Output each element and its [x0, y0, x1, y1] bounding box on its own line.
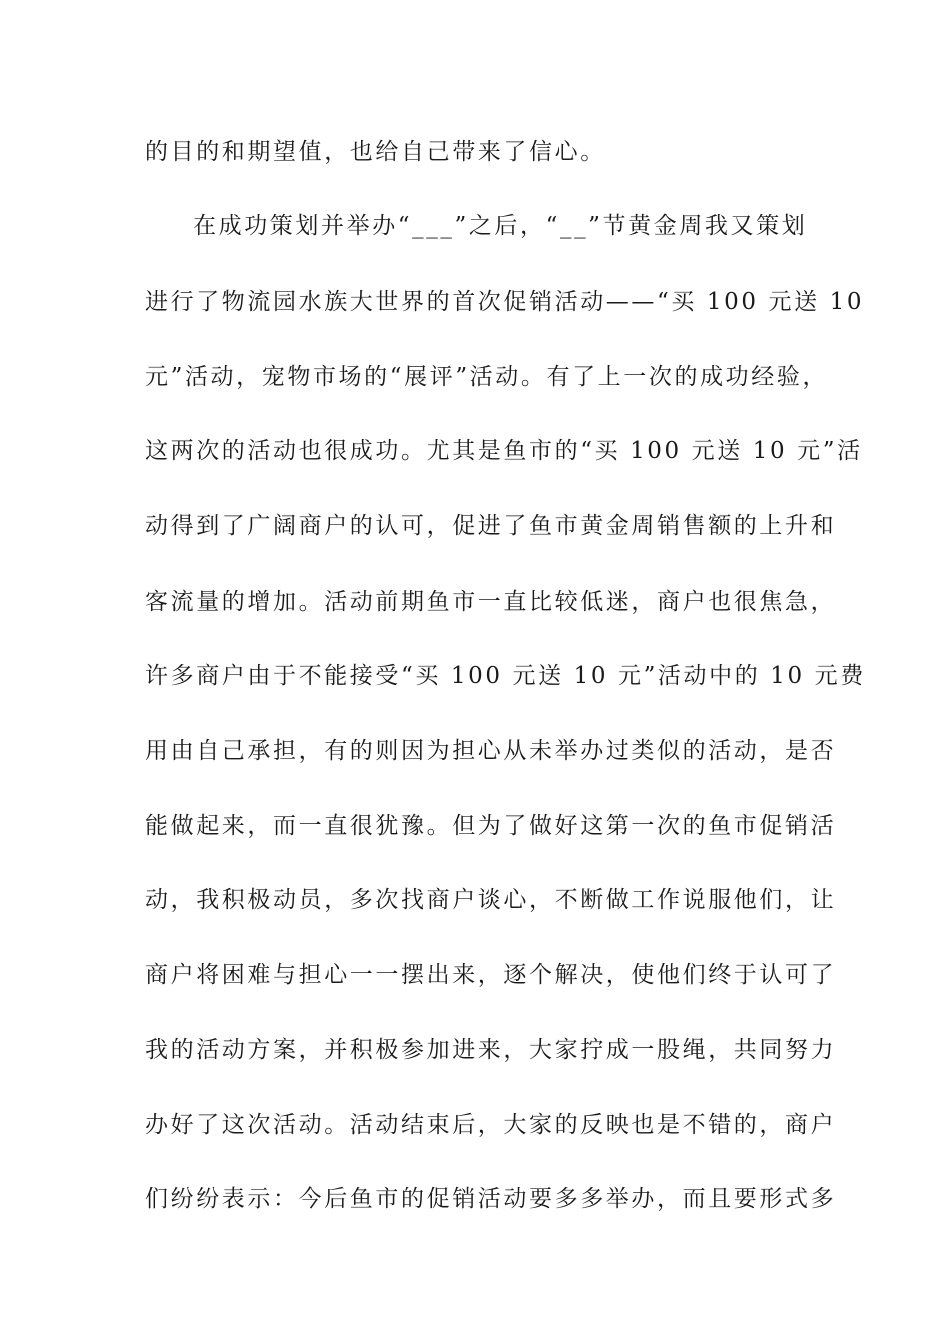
- paragraph-line: 动，我积极动员，多次找商户谈心，不断做工作说服他们，让: [145, 887, 837, 913]
- paragraph-line: 的目的和期望值，也给自己带来了信心。: [145, 139, 606, 165]
- paragraph-line: 办好了这次活动。活动结束后，大家的反映也是不错的，商户: [145, 1112, 837, 1138]
- paragraph-line: 能做起来，而一直很犹豫。但为了做好这第一次的鱼市促销活: [145, 813, 837, 839]
- paragraph-line: 我的活动方案，并积极参加进来，大家拧成一股绳，共同努力: [145, 1037, 837, 1063]
- paragraph-line: 在成功策划并举办“___”之后，“__”节黄金周我又策划: [193, 213, 808, 239]
- paragraph-line: 许多商户由于不能接受“买 100 元送 10 元”活动中的 10 元费: [145, 663, 866, 689]
- paragraph-line: 这两次的活动也很成功。尤其是鱼市的“买 100 元送 10 元”活: [145, 438, 863, 464]
- paragraph-line: 客流量的增加。活动前期鱼市一直比较低迷，商户也很焦急，: [145, 589, 837, 615]
- paragraph-line: 们纷纷表示：今后鱼市的促销活动要多多举办，而且要形式多: [145, 1186, 837, 1212]
- paragraph-line: 元”活动，宠物市场的“展评”活动。有了上一次的成功经验，: [145, 364, 829, 390]
- paragraph-line: 用由自己承担，有的则因为担心从未举办过类似的活动，是否: [145, 738, 837, 764]
- paragraph-line: 动得到了广阔商户的认可，促进了鱼市黄金周销售额的上升和: [145, 513, 837, 539]
- paragraph-line: 商户将困难与担心一一摆出来，逐个解决，使他们终于认可了: [145, 962, 837, 988]
- paragraph-line: 进行了物流园水族大世界的首次促销活动——“买 100 元送 10: [145, 289, 865, 315]
